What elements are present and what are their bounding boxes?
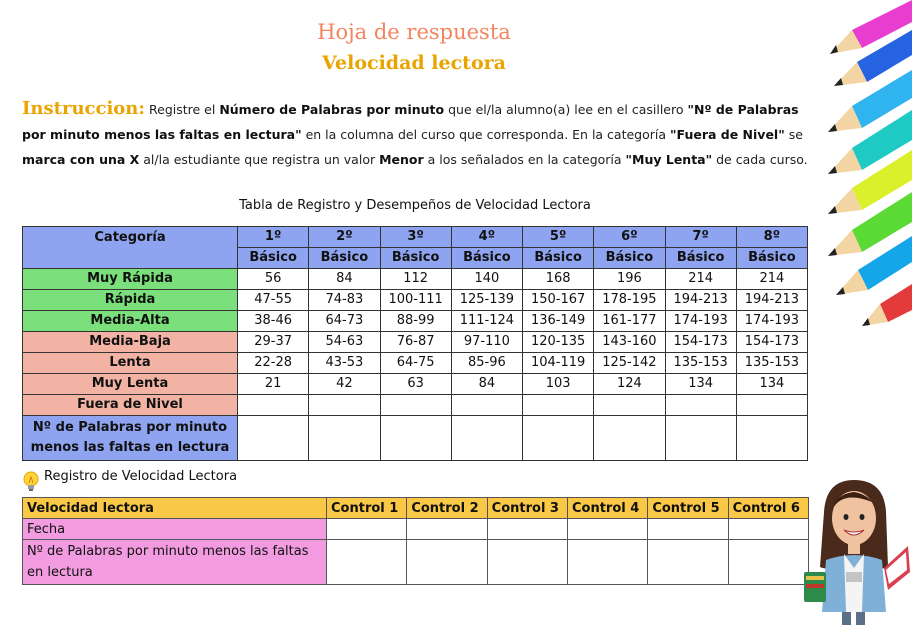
table-cell: 112	[380, 269, 451, 290]
table-cell: 154-173	[736, 332, 807, 353]
table-cell: 85-96	[451, 353, 522, 374]
table-cell: 64-75	[380, 353, 451, 374]
table-cell: 120-135	[523, 332, 594, 353]
words-input-cell[interactable]	[594, 416, 665, 461]
table-cell: 161-177	[594, 311, 665, 332]
table-row-muy-rapida	[23, 269, 808, 290]
table-cell: 125-142	[594, 353, 665, 374]
page-subtitle: Velocidad lectora	[322, 52, 506, 74]
words-input-cell[interactable]	[238, 416, 309, 461]
date-input-cell[interactable]	[407, 519, 487, 540]
control-header: Control 4	[567, 498, 647, 519]
table-cell: 84	[309, 269, 380, 290]
words-per-minute-label: Nº de Palabras por minuto menos las faltas en lectura	[23, 416, 238, 461]
control-header-row	[23, 498, 809, 519]
table-cell: 97-110	[451, 332, 522, 353]
fuera-de-nivel-cell[interactable]	[380, 395, 451, 416]
instruction-lead: Instruccion:	[22, 98, 146, 119]
words-label: Nº de Palabras por minuto menos las faltas en lectura	[23, 540, 327, 585]
words-input-cell[interactable]	[451, 416, 522, 461]
table-cell: 88-99	[380, 311, 451, 332]
date-label: Fecha	[23, 519, 327, 540]
table-cell: 47-55	[238, 290, 309, 311]
table-cell: 194-213	[736, 290, 807, 311]
row-label: Media-Baja	[23, 332, 238, 353]
table-cell: 74-83	[309, 290, 380, 311]
table-row-media-baja	[23, 332, 808, 353]
table-cell: 63	[380, 374, 451, 395]
table-cell: 76-87	[380, 332, 451, 353]
row-label: Rápida	[23, 290, 238, 311]
table-cell: 140	[451, 269, 522, 290]
table-row-muy-lenta	[23, 374, 808, 395]
table-cell: 124	[594, 374, 665, 395]
table-row-fuera-de-nivel	[23, 395, 808, 416]
words-input-cell[interactable]	[523, 416, 594, 461]
grade-suffix: Básico	[309, 248, 380, 269]
control-header: Control 6	[728, 498, 808, 519]
table-cell: 214	[736, 269, 807, 290]
grade-header: 1º	[238, 227, 309, 248]
date-input-cell[interactable]	[648, 519, 728, 540]
control-words-row	[23, 540, 809, 585]
table-cell: 214	[665, 269, 736, 290]
control-header: Control 1	[327, 498, 407, 519]
date-input-cell[interactable]	[327, 519, 407, 540]
grade-suffix: Básico	[736, 248, 807, 269]
table-cell: 136-149	[523, 311, 594, 332]
control-register-table	[22, 497, 809, 585]
table-cell: 194-213	[665, 290, 736, 311]
fuera-de-nivel-cell[interactable]	[238, 395, 309, 416]
table-row-media-alta	[23, 311, 808, 332]
table-header-row	[23, 227, 808, 248]
control-date-row	[23, 519, 809, 540]
table-cell: 125-139	[451, 290, 522, 311]
words-input-cell[interactable]	[309, 416, 380, 461]
table-cell: 154-173	[665, 332, 736, 353]
control-words-cell[interactable]	[567, 540, 647, 585]
pencil-red	[862, 284, 912, 326]
table-cell: 22-28	[238, 353, 309, 374]
control-header: Control 3	[487, 498, 567, 519]
table-row-words-per-minute	[23, 416, 808, 461]
table-cell: 43-53	[309, 353, 380, 374]
table-cell: 168	[523, 269, 594, 290]
fuera-de-nivel-cell[interactable]	[523, 395, 594, 416]
grade-suffix: Básico	[380, 248, 451, 269]
control-words-cell[interactable]	[407, 540, 487, 585]
table-cell: 143-160	[594, 332, 665, 353]
grade-suffix: Básico	[238, 248, 309, 269]
table-row-rapida	[23, 290, 808, 311]
grade-suffix: Básico	[451, 248, 522, 269]
control-words-cell[interactable]	[648, 540, 728, 585]
table-cell: 64-73	[309, 311, 380, 332]
table-cell: 134	[665, 374, 736, 395]
table-cell: 84	[451, 374, 522, 395]
table-cell: 174-193	[736, 311, 807, 332]
reading-speed-table	[22, 226, 808, 461]
words-input-cell[interactable]	[380, 416, 451, 461]
grade-header: 2º	[309, 227, 380, 248]
table-cell: 135-153	[736, 353, 807, 374]
control-header: Control 2	[407, 498, 487, 519]
date-input-cell[interactable]	[487, 519, 567, 540]
table-cell: 29-37	[238, 332, 309, 353]
date-input-cell[interactable]	[567, 519, 647, 540]
words-input-cell[interactable]	[736, 416, 807, 461]
grade-suffix: Básico	[523, 248, 594, 269]
table-caption: Tabla de Registro y Desempeños de Velocidad Lectora	[239, 198, 591, 213]
table-cell: 174-193	[665, 311, 736, 332]
grade-header: 5º	[523, 227, 594, 248]
table-cell: 134	[736, 374, 807, 395]
table-cell: 100-111	[380, 290, 451, 311]
table-cell: 150-167	[523, 290, 594, 311]
instruction-paragraph: Instruccion: Registre el Número de Palabras por minuto que el/la alumno(a) lee en el casillero "Nº de Palabras por minuto menos las faltas en lectura" en la columna del curso que corresponda. En la categoría "Fuera de Nivel" se marca con una X al/la estudiante que registra un valor Menor a los señalados en la categoría "Muy Lenta" de cada curso.	[22, 98, 808, 167]
control-words-cell[interactable]	[487, 540, 567, 585]
fuera-de-nivel-cell[interactable]	[665, 395, 736, 416]
table-cell: 135-153	[665, 353, 736, 374]
velocity-label: Velocidad lectora	[23, 498, 327, 519]
fuera-de-nivel-cell[interactable]	[594, 395, 665, 416]
control-words-cell[interactable]	[327, 540, 407, 585]
fuera-de-nivel-cell[interactable]	[309, 395, 380, 416]
grade-header: 8º	[736, 227, 807, 248]
row-label: Fuera de Nivel	[23, 395, 238, 416]
row-label: Media-Alta	[23, 311, 238, 332]
row-label: Lenta	[23, 353, 238, 374]
table-cell: 42	[309, 374, 380, 395]
table-cell: 178-195	[594, 290, 665, 311]
table-cell: 56	[238, 269, 309, 290]
grade-header: 4º	[451, 227, 522, 248]
grade-suffix: Básico	[594, 248, 665, 269]
table-cell: 54-63	[309, 332, 380, 353]
pencils-icon	[712, 0, 912, 330]
grade-header: 7º	[665, 227, 736, 248]
teacher-avatar-illustration	[796, 472, 912, 625]
category-header: Categoría	[23, 227, 238, 269]
lightbulb-icon	[22, 470, 40, 492]
table-cell: 38-46	[238, 311, 309, 332]
grade-header: 6º	[594, 227, 665, 248]
grade-suffix: Básico	[665, 248, 736, 269]
row-label: Muy Lenta	[23, 374, 238, 395]
table-cell: 103	[523, 374, 594, 395]
table-row-lenta	[23, 353, 808, 374]
fuera-de-nivel-cell[interactable]	[736, 395, 807, 416]
table-cell: 196	[594, 269, 665, 290]
table-cell: 111-124	[451, 311, 522, 332]
register-title: Registro de Velocidad Lectora	[44, 469, 238, 484]
row-label: Muy Rápida	[23, 269, 238, 290]
table-cell: 21	[238, 374, 309, 395]
page-title: Hoja de respuesta	[317, 20, 511, 44]
words-input-cell[interactable]	[665, 416, 736, 461]
grade-header: 3º	[380, 227, 451, 248]
control-header: Control 5	[648, 498, 728, 519]
table-cell: 104-119	[523, 353, 594, 374]
fuera-de-nivel-cell[interactable]	[451, 395, 522, 416]
